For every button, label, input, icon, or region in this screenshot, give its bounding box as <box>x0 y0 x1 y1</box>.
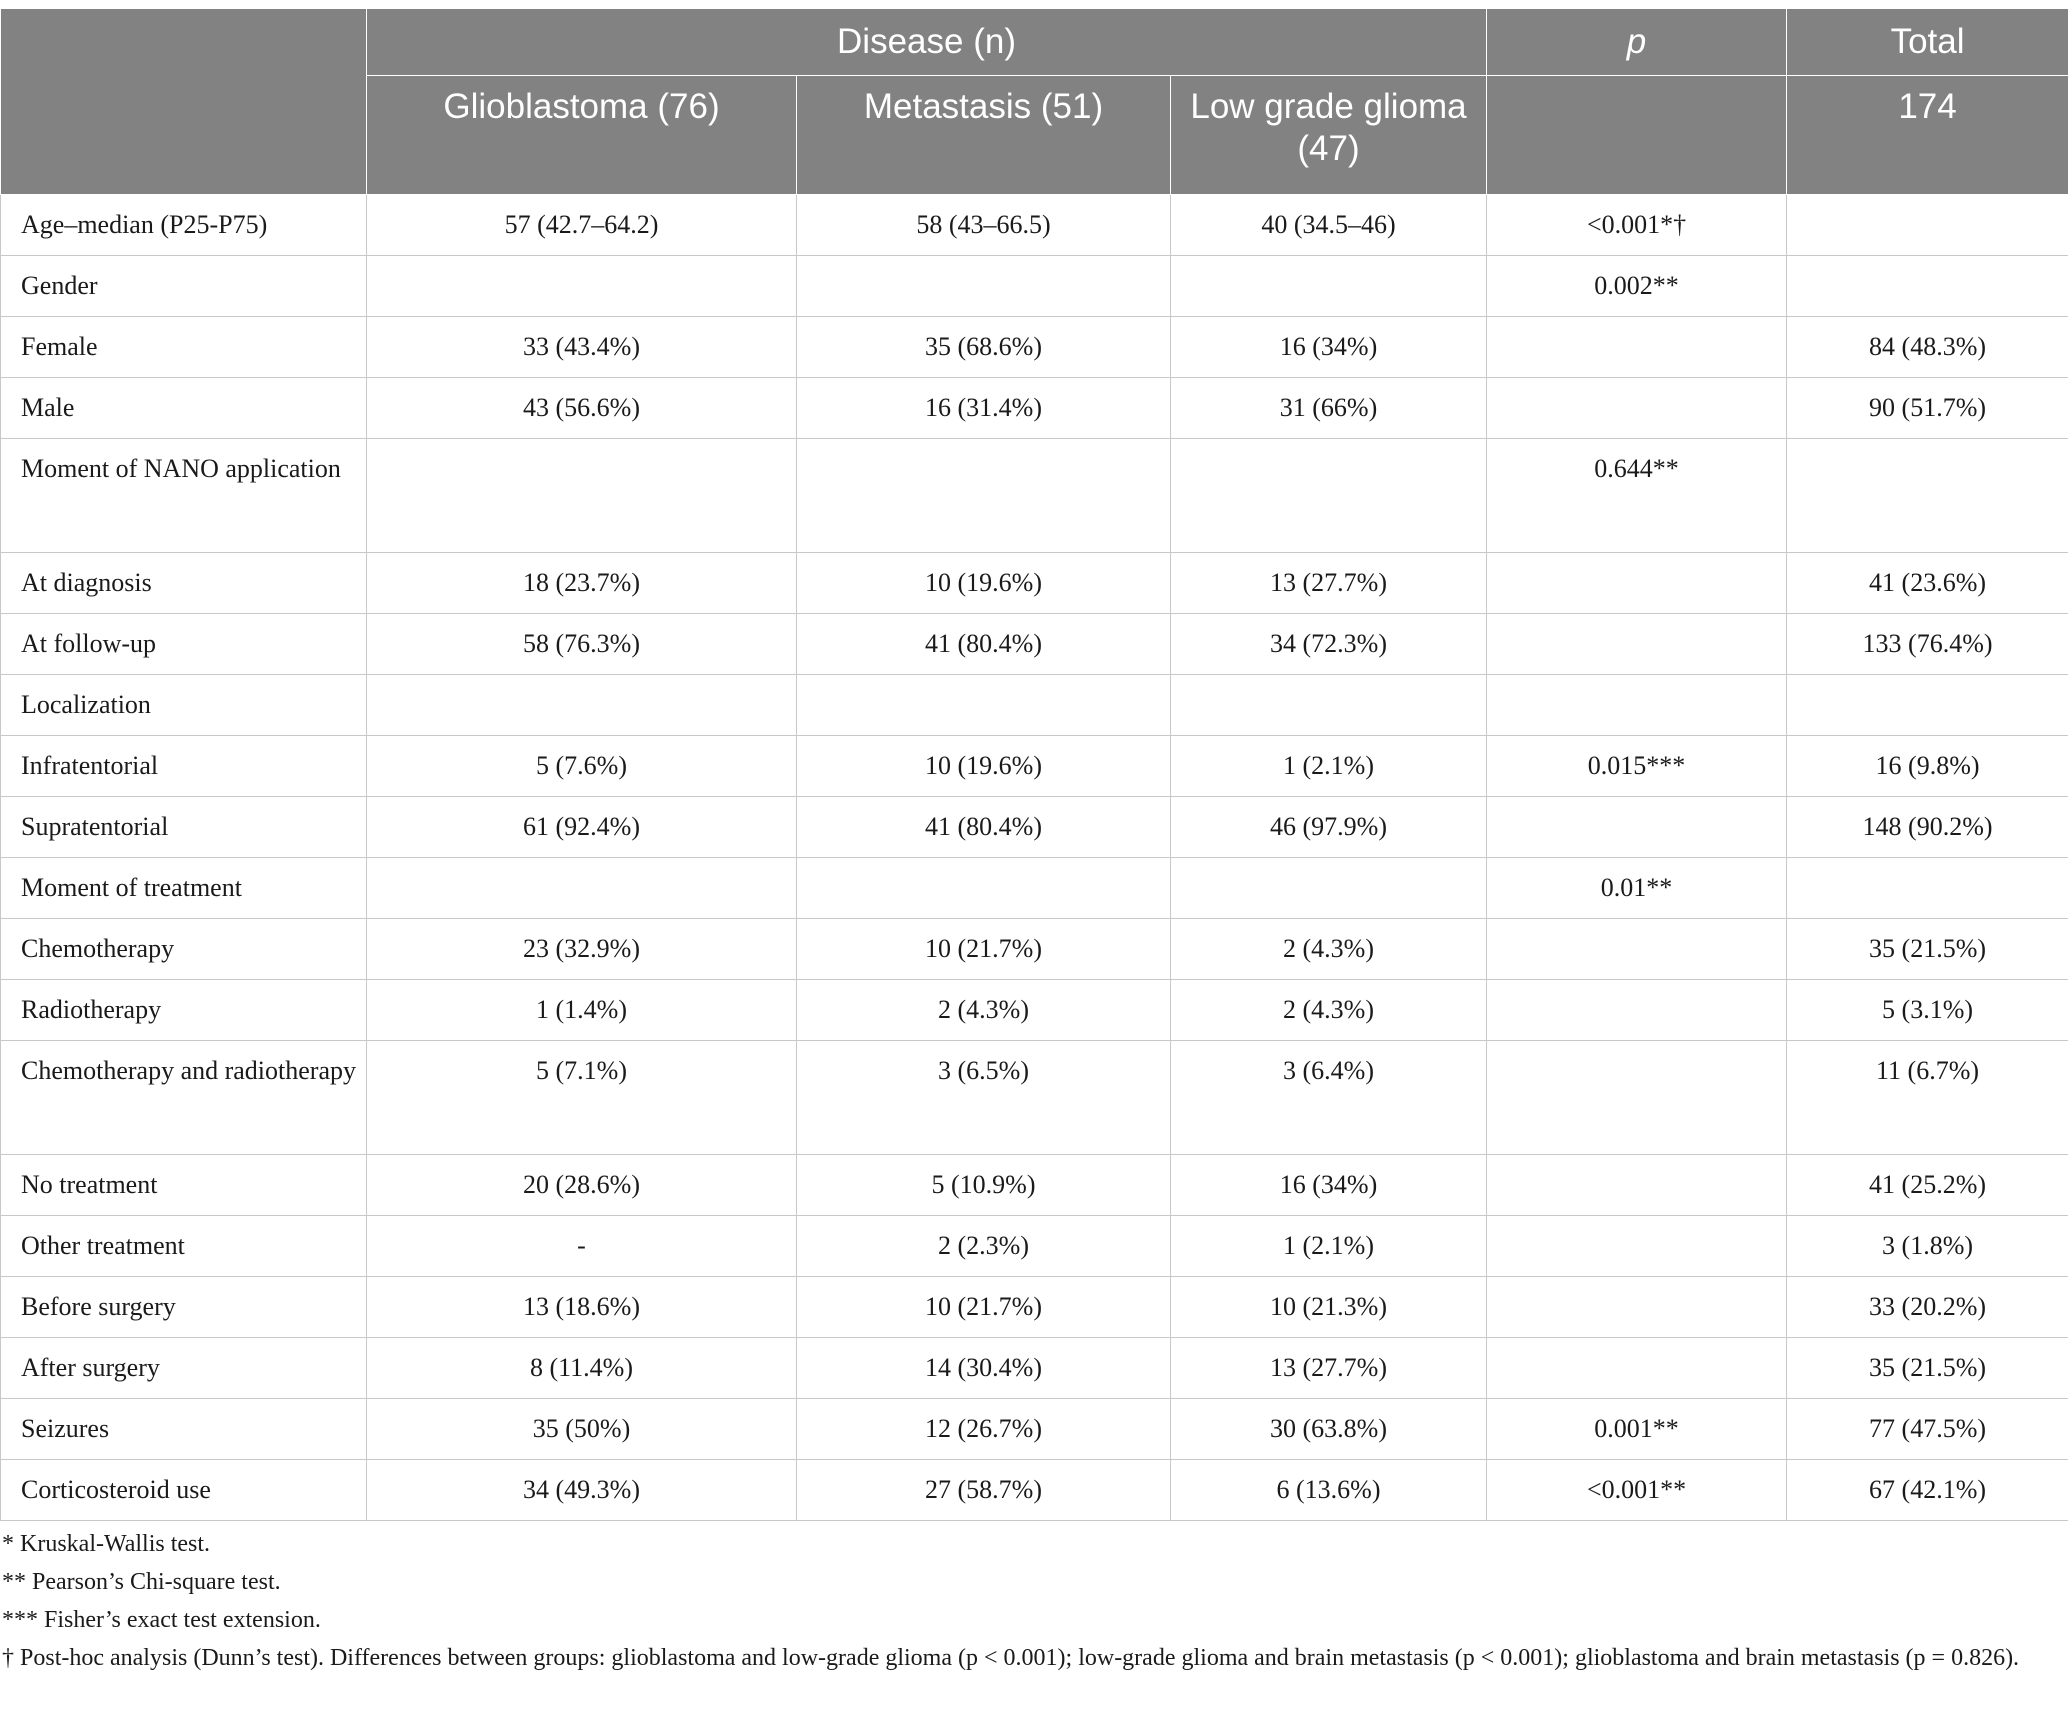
table-row <box>1 1155 2068 1216</box>
table-cell <box>1487 980 1787 1041</box>
table-cell: 13 (27.7%) <box>1171 553 1487 614</box>
row-label: No treatment <box>1 1155 367 1216</box>
table-header <box>1 9 2068 195</box>
table-cell: 41 (25.2%) <box>1787 1155 2068 1216</box>
table-row <box>1 317 2068 378</box>
table-cell <box>797 256 1171 317</box>
table-cell: 40 (34.5–46) <box>1171 195 1487 256</box>
table-cell: 41 (80.4%) <box>797 614 1171 675</box>
row-label: Moment of treatment <box>1 858 367 919</box>
row-label: Moment of NANO application <box>1 439 367 553</box>
table-cell: 35 (68.6%) <box>797 317 1171 378</box>
table-cell <box>1487 1216 1787 1277</box>
row-label: Radiotherapy <box>1 980 367 1041</box>
header-p: p <box>1487 9 1787 76</box>
table-cell: 10 (19.6%) <box>797 736 1171 797</box>
table-cell <box>1487 797 1787 858</box>
table-cell: 33 (43.4%) <box>367 317 797 378</box>
row-label: Localization <box>1 675 367 736</box>
table-row <box>1 378 2068 439</box>
table-cell <box>367 439 797 553</box>
table-row <box>1 614 2068 675</box>
table-cell: 10 (21.7%) <box>797 1277 1171 1338</box>
table-cell: 23 (32.9%) <box>367 919 797 980</box>
table-cell: 41 (23.6%) <box>1787 553 2068 614</box>
table-cell <box>1787 675 2068 736</box>
table-cell: 1 (2.1%) <box>1171 1216 1487 1277</box>
table-row <box>1 1277 2068 1338</box>
table-cell: 30 (63.8%) <box>1171 1399 1487 1460</box>
footnotes <box>0 1525 2052 1677</box>
footnote: ** Pearson’s Chi-square test. <box>2 1569 281 1595</box>
header-p-blank <box>1487 76 1787 195</box>
table-row <box>1 256 2068 317</box>
table-cell: 0.644** <box>1487 439 1787 553</box>
row-label: Infratentorial <box>1 736 367 797</box>
table-cell <box>1487 317 1787 378</box>
table-cell: 10 (21.3%) <box>1171 1277 1487 1338</box>
table-row <box>1 797 2068 858</box>
footnote: *** Fisher’s exact test extension. <box>2 1607 321 1633</box>
row-label: Before surgery <box>1 1277 367 1338</box>
row-label: At follow-up <box>1 614 367 675</box>
table-cell <box>1487 1277 1787 1338</box>
table-cell <box>1487 1338 1787 1399</box>
table-cell <box>1171 256 1487 317</box>
table-cell: 0.01** <box>1487 858 1787 919</box>
table-cell: 133 (76.4%) <box>1787 614 2068 675</box>
table-cell: 5 (3.1%) <box>1787 980 2068 1041</box>
table-cell <box>1787 195 2068 256</box>
table-cell <box>1487 1041 1787 1155</box>
table-cell <box>797 439 1171 553</box>
row-label: Chemotherapy and radiotherapy <box>1 1041 367 1155</box>
table-cell: 41 (80.4%) <box>797 797 1171 858</box>
table-cell: 16 (34%) <box>1171 317 1487 378</box>
table-cell: 13 (18.6%) <box>367 1277 797 1338</box>
table-cell: 57 (42.7–64.2) <box>367 195 797 256</box>
table-cell: 5 (10.9%) <box>797 1155 1171 1216</box>
table-cell: 12 (26.7%) <box>797 1399 1171 1460</box>
row-label: Other treatment <box>1 1216 367 1277</box>
row-label: Supratentorial <box>1 797 367 858</box>
table-cell: 35 (50%) <box>367 1399 797 1460</box>
table-cell: 0.002** <box>1487 256 1787 317</box>
table-cell: <0.001** <box>1487 1460 1787 1521</box>
table-cell: 1 (2.1%) <box>1171 736 1487 797</box>
table-cell <box>1487 614 1787 675</box>
table-cell: 1 (1.4%) <box>367 980 797 1041</box>
table-cell: - <box>367 1216 797 1277</box>
table-cell: <0.001*† <box>1487 195 1787 256</box>
table-cell <box>1787 439 2068 553</box>
table-row <box>1 1041 2068 1155</box>
table-row <box>1 439 2068 553</box>
table-cell: 35 (21.5%) <box>1787 919 2068 980</box>
table-cell: 33 (20.2%) <box>1787 1277 2068 1338</box>
table-cell: 46 (97.9%) <box>1171 797 1487 858</box>
table-cell: 3 (6.5%) <box>797 1041 1171 1155</box>
table-cell <box>1171 675 1487 736</box>
table-cell <box>1487 919 1787 980</box>
table-cell: 5 (7.1%) <box>367 1041 797 1155</box>
table-cell: 43 (56.6%) <box>367 378 797 439</box>
table-cell: 58 (43–66.5) <box>797 195 1171 256</box>
row-label: Seizures <box>1 1399 367 1460</box>
table-cell: 20 (28.6%) <box>367 1155 797 1216</box>
table-cell <box>1787 858 2068 919</box>
table-cell: 2 (4.3%) <box>1171 919 1487 980</box>
table-cell <box>367 858 797 919</box>
header-total-value: 174 <box>1787 76 2068 195</box>
table-cell <box>1487 675 1787 736</box>
table-cell: 2 (2.3%) <box>797 1216 1171 1277</box>
header-blank <box>1 9 367 195</box>
table-row <box>1 1399 2068 1460</box>
data-table <box>0 8 2068 1521</box>
table-row <box>1 736 2068 797</box>
table-cell: 90 (51.7%) <box>1787 378 2068 439</box>
table-cell: 34 (49.3%) <box>367 1460 797 1521</box>
table-cell: 16 (34%) <box>1171 1155 1487 1216</box>
table-row <box>1 858 2068 919</box>
table-cell: 11 (6.7%) <box>1787 1041 2068 1155</box>
row-label: Chemotherapy <box>1 919 367 980</box>
table-cell: 13 (27.7%) <box>1171 1338 1487 1399</box>
table-cell <box>1487 378 1787 439</box>
table-cell <box>1487 1155 1787 1216</box>
header-col-metastasis: Metastasis (51) <box>797 76 1171 195</box>
table-cell: 18 (23.7%) <box>367 553 797 614</box>
table-cell: 0.001** <box>1487 1399 1787 1460</box>
table-cell: 67 (42.1%) <box>1787 1460 2068 1521</box>
table-cell: 31 (66%) <box>1171 378 1487 439</box>
header-col-glioblastoma: Glioblastoma (76) <box>367 76 797 195</box>
table-cell <box>1171 439 1487 553</box>
row-label: Corticosteroid use <box>1 1460 367 1521</box>
table-cell: 35 (21.5%) <box>1787 1338 2068 1399</box>
table-cell: 14 (30.4%) <box>797 1338 1171 1399</box>
header-total: Total <box>1787 9 2068 76</box>
table-row <box>1 1338 2068 1399</box>
header-col-low-grade-glioma: Low grade glioma (47) <box>1171 76 1487 195</box>
header-disease-group: Disease (n) <box>367 9 1487 76</box>
table-cell <box>797 675 1171 736</box>
table-cell: 0.015*** <box>1487 736 1787 797</box>
row-label: Male <box>1 378 367 439</box>
table-cell: 58 (76.3%) <box>367 614 797 675</box>
table-cell: 148 (90.2%) <box>1787 797 2068 858</box>
table-cell: 10 (19.6%) <box>797 553 1171 614</box>
table-cell: 84 (48.3%) <box>1787 317 2068 378</box>
table-cell <box>1171 858 1487 919</box>
table-body <box>1 195 2068 1521</box>
table-cell: 2 (4.3%) <box>797 980 1171 1041</box>
table-cell: 77 (47.5%) <box>1787 1399 2068 1460</box>
table-cell: 3 (6.4%) <box>1171 1041 1487 1155</box>
table-row <box>1 553 2068 614</box>
table-row <box>1 675 2068 736</box>
table-row <box>1 1216 2068 1277</box>
table-cell: 16 (9.8%) <box>1787 736 2068 797</box>
row-label: After surgery <box>1 1338 367 1399</box>
table-cell <box>1487 553 1787 614</box>
table-row <box>1 919 2068 980</box>
row-label: Female <box>1 317 367 378</box>
table-cell: 5 (7.6%) <box>367 736 797 797</box>
table-cell: 34 (72.3%) <box>1171 614 1487 675</box>
table-row <box>1 195 2068 256</box>
table-cell: 16 (31.4%) <box>797 378 1171 439</box>
footnote: † Post-hoc analysis (Dunn’s test). Differences between groups: glioblastoma and low-grade glioma (p < 0.001); low-grade glioma and brain metastasis (p < 0.001); glioblastoma and brain metastasis (p = 0.826). <box>2 1645 2020 1671</box>
table-cell: 8 (11.4%) <box>367 1338 797 1399</box>
table-cell <box>367 675 797 736</box>
table-cell: 61 (92.4%) <box>367 797 797 858</box>
table-cell: 3 (1.8%) <box>1787 1216 2068 1277</box>
table-cell: 2 (4.3%) <box>1171 980 1487 1041</box>
row-label: At diagnosis <box>1 553 367 614</box>
table-row <box>1 980 2068 1041</box>
table-cell: 27 (58.7%) <box>797 1460 1171 1521</box>
table-cell <box>1787 256 2068 317</box>
table-cell <box>797 858 1171 919</box>
table-row <box>1 1460 2068 1521</box>
row-label: Age–median (P25-P75) <box>1 195 367 256</box>
table-cell: 10 (21.7%) <box>797 919 1171 980</box>
table-cell <box>367 256 797 317</box>
table-cell: 6 (13.6%) <box>1171 1460 1487 1521</box>
footnote: * Kruskal-Wallis test. <box>2 1531 211 1557</box>
data-table-container <box>0 8 2068 1521</box>
row-label: Gender <box>1 256 367 317</box>
